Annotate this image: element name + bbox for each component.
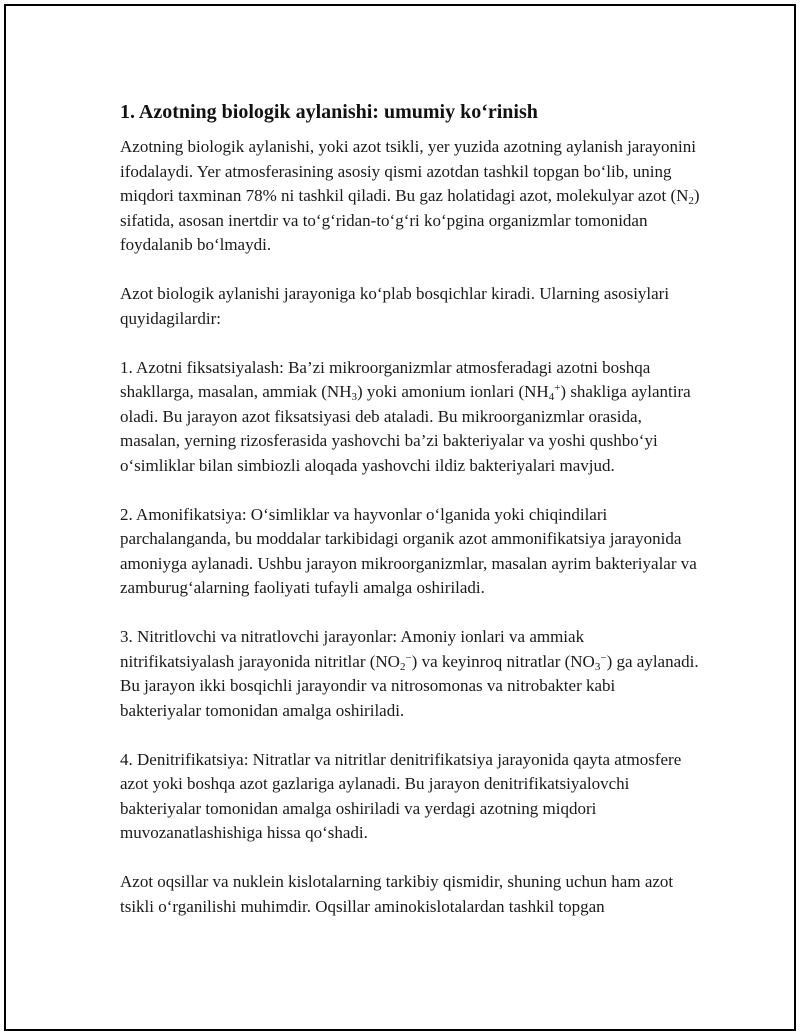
document-body (120, 98, 700, 944)
paragraph-nitrification (120, 625, 700, 723)
paragraph-stages-intro: Azot biologik aylanishi jarayoniga ko‘plab bosqichlar kiradi. Ularning asosiylari quyidagilardir: (120, 284, 670, 328)
paragraph-fixation (120, 356, 700, 479)
superscript: − (600, 651, 607, 664)
subscript: 4 (548, 391, 555, 403)
text-run: 1. Azotni fiksatsiyalash: Ba’zi mikroorganizmlar atmosferadagi azotni boshqa shakllarga, masalan, ammiak (NH (120, 357, 651, 401)
superscript: − (405, 651, 412, 664)
subscript: 3 (351, 391, 357, 403)
superscript: + (554, 382, 561, 394)
text-run: 3. Nitritlovchi va nitratlovchi jarayonlar: Amoniy ionlari va ammiak nitrifikatsiyalash jarayonida nitritlar (NO (120, 627, 585, 671)
text-run: ) sifatida, asosan inertdir va to‘g‘ridan-to‘g‘ri ko‘pgina organizmlar tomonidan foydalanib bo‘lmaydi. (120, 186, 700, 254)
text-run: ) yoki amonium ionlari (NH (356, 382, 549, 401)
section-heading: 1. Azotning biologik aylanishi: umumiy ko‘rinish (120, 101, 538, 123)
page-frame (4, 4, 796, 1031)
text-run: ) shakliga aylantira oladi. Bu jarayon azot fiksatsiyasi deb ataladi. Bu mikroorganizmlar orasida, masalan, yerning rizosferasida yashovchi ba’zi bakteriyalar va yoshi qushbo‘yi o‘simliklar bilan simbiozli aloqada yashovchi ildiz bakteriyalari mavjud. (120, 382, 691, 475)
text-run: Azotning biologik aylanishi, yoki azot tsikli, yer yuzida azotning aylanish jarayonini ifodalaydi. Yer atmosferasining asosiy qismi azotdan tashkil topgan bo‘lib, uning miqdori taxminan 78% ni tashkil qiladi. Bu gaz holatidagi azot, molekulyar azot (N (120, 137, 696, 205)
text-run: ) va keyinroq nitratlar (NO (411, 651, 595, 671)
paragraph-ammonification: 2. Amonifikatsiya: O‘simliklar va hayvonlar o‘lganida yoki chiqindilari parchalanganda, bu moddalar tarkibidagi organik azot ammonifikatsiya jarayonida amoniyga aylanadi. Ushbu jarayon mikroorganizmlar, masalan ayrim bakteriyalar va zamburug‘alarning faoliyati tufayli amalga oshiriladi. (120, 504, 697, 597)
subscript: 2 (688, 195, 694, 207)
text-run: ) ga aylanadi. Bu jarayon ikki bosqichli jarayondir va nitrosomonas va nitrobakter kabi bakteriyalar tomonidan amalga oshiriladi. (120, 651, 699, 720)
paragraph-denitrification: 4. Denitrifikatsiya: Nitratlar va nitritlar denitrifikatsiya jarayonida qayta atmosfere azot yoki boshqa azot gazlariga aylanadi. Bu jarayon denitrifikatsiyalovchi bakteriyalar tomonidan amalga oshiriladi va yerdagi azotning miqdori muvozanatlashishiga hissa qo‘shadi. (120, 749, 682, 842)
paragraph-intro (120, 135, 700, 258)
subscript: 3 (594, 660, 601, 673)
subscript: 2 (399, 660, 406, 673)
paragraph-proteins: Azot oqsillar va nuklein kislotalarning tarkibiy qismidir, shuning uchun ham azot tsikli o‘rganilishi muhimdir. Oqsillar aminokislotalardan tashkil topgan (120, 872, 674, 916)
